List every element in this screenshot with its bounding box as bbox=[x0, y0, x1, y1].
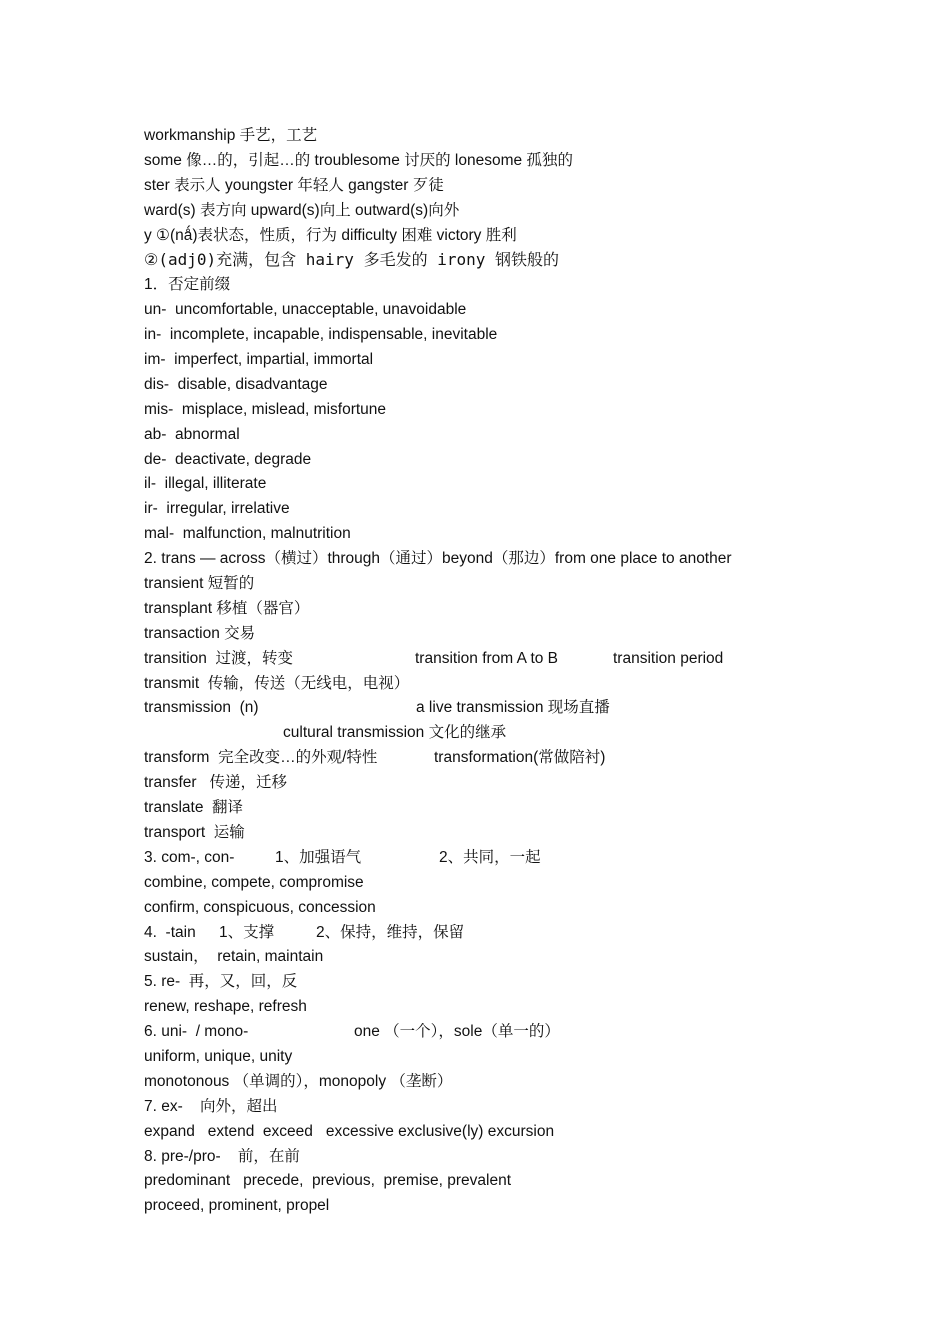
text-line: ster 表示人 youngster 年轻人 gangster 歹徒 bbox=[144, 176, 444, 194]
section-heading: 7. ex- 向外，超出 bbox=[144, 1097, 278, 1115]
transition-example: transition period bbox=[613, 649, 724, 667]
text-line: proceed, prominent, propel bbox=[144, 1197, 330, 1215]
uni-prefix: 6. uni- / mono- bbox=[144, 1023, 249, 1041]
com-prefix: 3. com-, con- bbox=[144, 848, 235, 866]
text-line: uniform, unique, unity bbox=[144, 1047, 293, 1065]
text-line: mal- malfunction, malnutrition bbox=[144, 525, 351, 543]
text-line: sustain， retain, maintain bbox=[144, 948, 324, 966]
text-line: expand extend exceed excessive exclusive(ly) excursion bbox=[144, 1122, 555, 1140]
text-line: transaction 交易 bbox=[144, 624, 256, 642]
text-line: mis- misplace, mislead, misfortune bbox=[144, 400, 387, 418]
section-heading: 2. trans — across（横过）through（通过）beyond（那边）from one place to another bbox=[144, 550, 732, 568]
transmission-pos: transmission (n) bbox=[144, 699, 259, 717]
document-body bbox=[144, 124, 904, 1219]
transmission-example: a live transmission 现场直播 bbox=[416, 699, 610, 717]
text-line: monotonous （单调的），monopoly （垄断） bbox=[144, 1072, 453, 1090]
text-line: ②(adj0)充满，包含 hairy 多毛发的 irony 钢铁般的 bbox=[144, 250, 560, 270]
text-line: il- illegal, illiterate bbox=[144, 475, 267, 493]
text-line: transplant 移植（器官） bbox=[144, 599, 310, 617]
transition-example: transition from A to B bbox=[415, 649, 559, 667]
section-heading: 1．否定前缀 bbox=[144, 276, 231, 294]
text-line: de- deactivate, degrade bbox=[144, 450, 312, 468]
text-line: translate 翻译 bbox=[144, 799, 244, 817]
section-heading-uni bbox=[144, 1020, 904, 1045]
text-line-transmission bbox=[144, 696, 904, 721]
text-line: transmit 传输，传送（无线电，电视） bbox=[144, 674, 410, 692]
text-line-transform bbox=[144, 746, 904, 771]
text-line: workmanship 手艺，工艺 bbox=[144, 127, 318, 144]
tain-suffix: 4. -tain bbox=[144, 923, 196, 941]
tain-meaning-1: 1、支撑 bbox=[219, 923, 275, 941]
text-line: ab- abnormal bbox=[144, 425, 240, 443]
com-meaning-2: 2、共同，一起 bbox=[439, 848, 541, 866]
text-line: some 像…的，引起…的 troublesome 讨厌的 lonesome 孤独的 bbox=[144, 151, 573, 169]
tain-meaning-2: 2、保持，维持，保留 bbox=[316, 923, 465, 941]
text-line: predominant precede, previous, premise, prevalent bbox=[144, 1172, 512, 1190]
section-heading: 5. re- 再，又，回，反 bbox=[144, 973, 298, 991]
text-line: ward(s) 表方向 upward(s)向上 outward(s)向外 bbox=[144, 201, 460, 219]
section-heading-tain bbox=[144, 921, 904, 946]
transform-noun: transformation(常做陪衬) bbox=[434, 749, 606, 767]
com-meaning-1: 1、加强语气 bbox=[275, 848, 362, 866]
text-line: transport 运输 bbox=[144, 823, 245, 841]
transition-meaning: transition 过渡，转变 bbox=[144, 649, 294, 667]
uni-meaning: one （一个），sole（单一的） bbox=[354, 1023, 560, 1041]
transform-meaning: transform 完全改变…的外观/特性 bbox=[144, 749, 378, 767]
transmission-example: cultural transmission 文化的继承 bbox=[283, 724, 507, 742]
text-line: un- uncomfortable, unacceptable, unavoidable bbox=[144, 301, 467, 319]
section-heading: 8. pre-/pro- 前，在前 bbox=[144, 1147, 300, 1165]
text-line: im- imperfect, impartial, immortal bbox=[144, 351, 374, 369]
text-line: y ①(nǻ)表状态，性质，行为 difficulty 困难 victory 胜利 bbox=[144, 226, 517, 244]
text-line: ir- irregular, irrelative bbox=[144, 500, 290, 518]
text-line: renew, reshape, refresh bbox=[144, 998, 307, 1016]
text-line: confirm, conspicuous, concession bbox=[144, 898, 376, 916]
text-line: transfer 传递，迁移 bbox=[144, 774, 287, 792]
section-heading-com bbox=[144, 846, 904, 871]
text-line-transmission-2 bbox=[144, 721, 904, 746]
text-line: in- incomplete, incapable, indispensable, inevitable bbox=[144, 326, 498, 344]
text-line: combine, compete, compromise bbox=[144, 873, 364, 891]
text-line: transient 短暂的 bbox=[144, 575, 255, 593]
text-line: dis- disable, disadvantage bbox=[144, 375, 328, 393]
text-line-transition bbox=[144, 647, 904, 672]
